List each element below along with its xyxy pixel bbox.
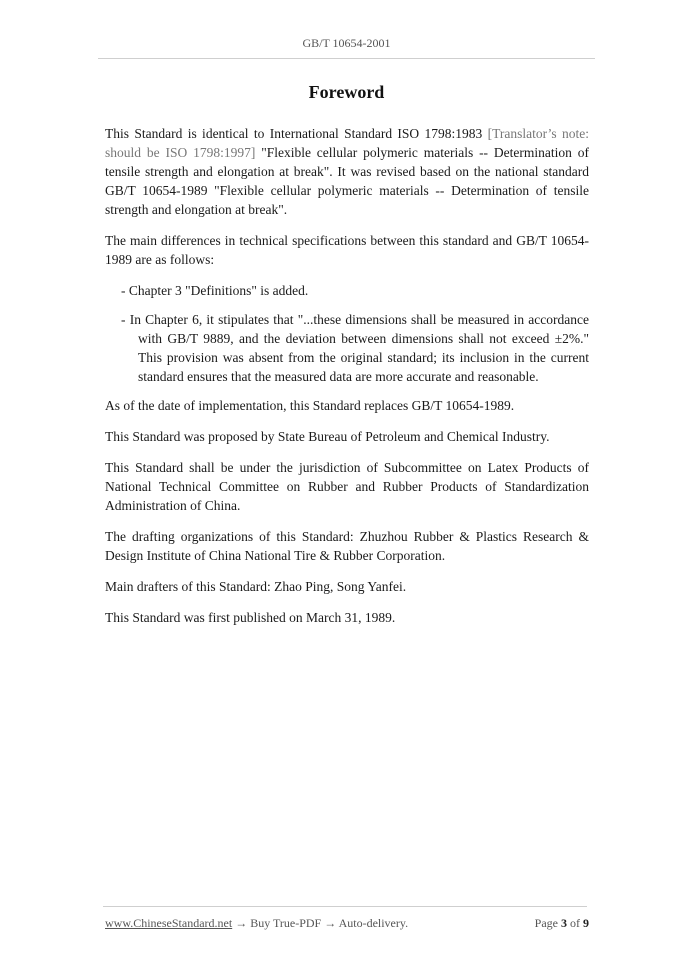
paragraph-drafters: Main drafters of this Standard: Zhao Ping, Song Yanfei.	[105, 579, 407, 594]
running-header: GB/T 10654-2001	[302, 36, 391, 50]
page-number	[535, 916, 589, 931]
translator-note: [Translator’s note: should be ISO 1798:1997]	[105, 126, 590, 160]
paragraph-differences-intro: The main differences in technical specifications between this standard and GB/T 10654-1989 are as follows:	[105, 233, 589, 267]
paragraph-proposed-by: This Standard was proposed by State Bureau of Petroleum and Chemical Industry.	[105, 429, 550, 444]
current-page: 3	[561, 916, 567, 930]
footer-promo-text: → Buy True-PDF → Auto-delivery.	[232, 916, 409, 930]
site-link[interactable]: www.ChineseStandard.net	[105, 916, 233, 930]
paragraph-replaces: As of the date of implementation, this Standard replaces GB/T 10654-1989.	[105, 398, 515, 413]
paragraph-identity-rest: "Flexible cellular polymeric materials -- Determination of tensile strength and elongation at break". It was revised based on the national standard GB/T 10654-1989 "Flexible cellular polymeric materials -- Determination of tensile strength and elongation at break".	[105, 145, 589, 217]
total-pages: 9	[583, 916, 589, 930]
paragraph-drafting-orgs: The drafting organizations of this Standard: Zhuzhou Rubber & Plastics Research & Design Institute of China National Tire & Rubber Corporation.	[105, 529, 589, 563]
paragraph-jurisdiction: This Standard shall be under the jurisdiction of Subcommittee on Latex Products of National Technical Committee on Rubber and Rubber Products of Standardization Administration of China.	[105, 460, 589, 513]
paragraph-identity-text: This Standard is identical to International Standard ISO 1798:1983	[105, 126, 488, 141]
footer-divider	[103, 906, 587, 907]
paragraph-first-published: This Standard was first published on March 31, 1989.	[105, 610, 396, 625]
of-label: of	[567, 916, 583, 930]
list-item: - Chapter 3 "Definitions" is added.	[121, 283, 309, 298]
document-body	[105, 124, 589, 639]
footer-promo	[105, 916, 408, 931]
header-divider	[98, 58, 595, 59]
page-title: Foreword	[308, 82, 385, 102]
list-item: - In Chapter 6, it stipulates that "...these dimensions shall be measured in accordance with GB/T 9889, and the deviation between dimensions shall not exceed ±2%." This provision was absent from the original standard; its inclusion in the current standard ensures that the measured data are more accurate and reasonable.	[121, 312, 589, 384]
page-label: Page	[534, 916, 561, 930]
paragraph-identity	[105, 124, 589, 219]
